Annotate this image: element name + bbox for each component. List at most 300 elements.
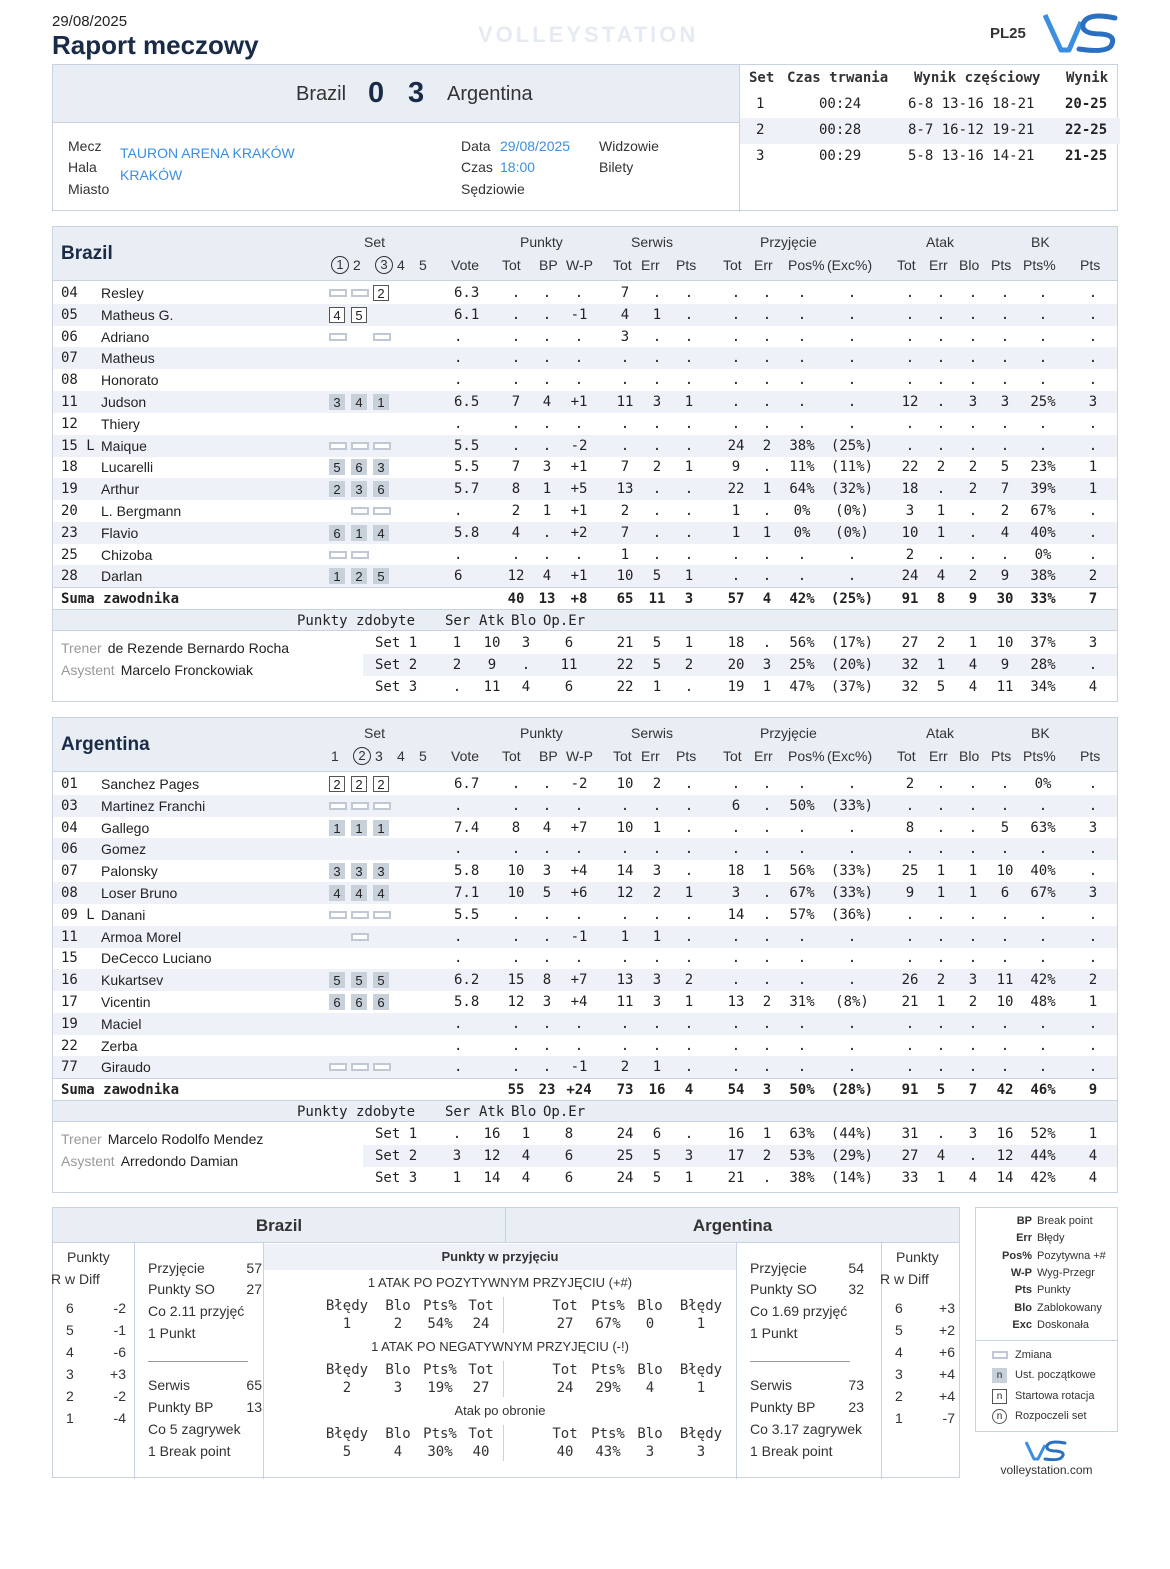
player-name: L. Bergmann — [101, 503, 182, 519]
set-result: 22-25 — [1065, 122, 1108, 138]
player-stat: . — [968, 437, 978, 454]
player-stat: 31% — [789, 994, 815, 1010]
header-blo: Blo — [959, 257, 980, 273]
set-stat: 10 — [483, 635, 501, 652]
report-title: Raport meczowy — [52, 30, 259, 60]
player-stat: . — [542, 328, 552, 345]
player-stat: . — [1038, 306, 1048, 323]
player-row — [53, 369, 1117, 391]
player-vote: 7.1 — [454, 885, 480, 901]
set-number-header: 5 — [419, 748, 427, 764]
player-stat: . — [797, 950, 807, 967]
set-number-header: 3 — [375, 256, 393, 274]
player-name: Martinez Franchi — [101, 797, 206, 814]
sum-stat: 30 — [996, 591, 1014, 608]
set-stat: 1 — [452, 635, 462, 652]
player-stat: 1 — [968, 863, 978, 880]
rw-round: 6 — [66, 1300, 74, 1316]
player-number: 22 — [61, 1037, 78, 1054]
header-err: Err — [641, 748, 660, 764]
player-number: 08 — [61, 885, 78, 901]
legend-start-icon: n — [992, 1368, 1007, 1383]
stat-label: Serwis — [148, 1377, 191, 1393]
player-stat: . — [797, 328, 807, 345]
player-name: Matheus — [101, 350, 155, 367]
sum-stat: 16 — [648, 1082, 666, 1099]
rw-header: R w Diff — [51, 1271, 100, 1287]
player-stat: . — [620, 841, 630, 858]
pz-blo: Blo — [511, 1104, 537, 1121]
player-stat: . — [936, 306, 946, 323]
right-value: 40 — [556, 1444, 574, 1460]
set-stat: 6 — [564, 1148, 574, 1165]
player-number: 15 — [61, 950, 78, 967]
player-stat: . — [1088, 372, 1098, 389]
player-stat: . — [684, 350, 694, 367]
set-stat: 6 — [564, 1170, 574, 1187]
player-name: Palonsky — [101, 863, 158, 880]
player-stat: 23% — [1030, 459, 1056, 476]
set-duration: 00:29 — [819, 148, 862, 164]
stat-value: 13 — [246, 1399, 262, 1415]
player-stat: . — [652, 841, 662, 858]
player-stat: 24 — [901, 568, 919, 585]
player-stat: . — [762, 928, 772, 945]
sum-label: Suma zawodnika — [61, 591, 180, 608]
player-stat: . — [797, 306, 807, 323]
rotation-position: 5 — [351, 307, 367, 323]
sets-header-duration: Czas trwania — [787, 70, 889, 86]
coach-name: de Rezende Bernardo Rocha — [107, 640, 290, 657]
player-stat: 8 — [905, 819, 915, 836]
sum-stat: 4 — [684, 1082, 694, 1099]
coach — [61, 1131, 263, 1147]
set-stat: 1 — [452, 1170, 462, 1187]
set-stat: 17 — [727, 1148, 745, 1165]
player-stat: . — [684, 437, 694, 454]
right-value: 24 — [556, 1380, 574, 1396]
set-stat: 4 — [521, 1148, 531, 1165]
header-bk: BK — [1031, 234, 1050, 250]
player-stat: . — [620, 437, 630, 454]
player-stat: 3 — [652, 994, 662, 1010]
header-pos: Pos% — [788, 257, 825, 273]
player-stat: . — [847, 568, 857, 585]
player-stat: . — [1038, 1059, 1048, 1076]
player-row — [53, 391, 1117, 413]
starting-position: 4 — [351, 885, 367, 901]
player-stat: . — [652, 437, 662, 454]
player-stat: . — [1038, 1037, 1048, 1054]
set-stat: (29%) — [830, 1148, 874, 1165]
player-stat: . — [542, 306, 552, 323]
player-stat: . — [731, 819, 741, 836]
player-stat: 10 — [996, 863, 1014, 880]
player-stat: . — [968, 1015, 978, 1032]
player-stat: 1 — [1088, 459, 1098, 476]
player-stat: . — [1000, 328, 1010, 345]
player-stat: . — [1038, 350, 1048, 367]
player-stat: . — [797, 776, 807, 792]
right-value: 0 — [645, 1316, 655, 1332]
stat-label: Punkty SO — [148, 1281, 215, 1297]
legend-value: Pozytywna +# — [1037, 1249, 1106, 1262]
rw-diff: +6 — [939, 1344, 955, 1360]
legend-key: Blo — [1014, 1301, 1032, 1314]
col-label: Tot — [552, 1362, 578, 1378]
col-label: Pts% — [423, 1298, 457, 1314]
col-label: Blo — [637, 1426, 663, 1442]
player-stat: . — [797, 568, 807, 585]
player-stat: . — [731, 1037, 741, 1054]
legend-key: Exc — [1012, 1318, 1032, 1331]
set-stat: 14 — [996, 1170, 1014, 1187]
player-stat: . — [574, 1037, 584, 1054]
header-pts: Pts — [991, 748, 1012, 764]
player-stat: 0% — [1034, 776, 1052, 792]
player-stat: 56% — [789, 863, 815, 880]
player-number: 19 — [61, 481, 78, 498]
player-number: 11 — [61, 928, 78, 945]
player-stat: 3 — [652, 972, 662, 989]
rotation-position: 2 — [373, 776, 389, 792]
player-stat: +1 — [570, 568, 588, 585]
player-stat: -2 — [570, 437, 588, 454]
set-partial: 6-8 13-16 18-21 — [908, 96, 1035, 112]
player-stat: 26 — [901, 972, 919, 989]
header-wp: W-P — [566, 748, 593, 764]
player-number: 01 — [61, 776, 78, 792]
player-stat: 1 — [684, 459, 694, 476]
player-name: Lucarelli — [101, 459, 154, 476]
starting-position: 6 — [351, 459, 367, 475]
rotation-position: 4 — [329, 307, 345, 323]
player-name: Flavio — [101, 524, 139, 541]
player-stat: . — [1088, 797, 1098, 814]
substitution-mark — [373, 802, 391, 810]
player-name: Arthur — [101, 481, 140, 498]
player-stat: 8 — [511, 481, 521, 498]
player-stat: 1 — [731, 524, 741, 541]
set-stat: 1 — [684, 635, 694, 652]
player-vote: 6.1 — [454, 306, 480, 323]
set-stat: 16 — [483, 1126, 501, 1143]
player-stat: 1 — [684, 568, 694, 585]
sum-stat: 42% — [789, 591, 815, 608]
player-stat: . — [542, 950, 552, 967]
player-stat: . — [1000, 306, 1010, 323]
starting-position: 4 — [351, 394, 367, 410]
substitution-mark — [351, 442, 369, 450]
legend-key: Pts — [1014, 1284, 1032, 1297]
player-stat: . — [905, 285, 915, 301]
header-pts: Pts — [1080, 748, 1101, 764]
mecz-label: Mecz — [68, 138, 102, 154]
rw-round: 2 — [895, 1388, 903, 1404]
player-vote: . — [454, 372, 463, 389]
player-row — [53, 522, 1117, 544]
set-number: 1 — [756, 96, 765, 112]
stat-note: Co 1.69 przyjęć — [750, 1303, 848, 1319]
sum-stat: 57 — [727, 591, 745, 608]
set-stat: 11 — [996, 679, 1014, 696]
substitution-mark — [373, 442, 391, 450]
stat-label: Punkty BP — [148, 1399, 214, 1415]
stat-note: Co 2.11 przyjęć — [148, 1303, 245, 1319]
player-stat: . — [542, 546, 552, 563]
rw-diff: -7 — [942, 1410, 955, 1426]
player-name: Chizoba — [101, 546, 153, 563]
set-stat: 1 — [684, 1170, 694, 1187]
rotation-position: 2 — [329, 776, 345, 792]
team1-name: Brazil — [296, 83, 347, 105]
player-stat: (32%) — [830, 481, 874, 498]
sum-stat: 73 — [616, 1082, 634, 1099]
header-tot: Tot — [897, 257, 916, 273]
set-stat: . — [936, 1126, 946, 1143]
player-stat: . — [762, 972, 772, 989]
header-tot: Tot — [723, 748, 742, 764]
player-stat: . — [511, 437, 521, 454]
player-stat: 5 — [1000, 819, 1010, 836]
player-stat: . — [620, 372, 630, 389]
assistant-name: Marcelo Fronckowiak — [120, 662, 253, 679]
set-stat: 32 — [901, 657, 919, 674]
col-label: Blo — [385, 1426, 411, 1442]
player-stat: . — [968, 415, 978, 432]
right-value: 1 — [696, 1380, 706, 1396]
col-label: Blo — [637, 1362, 663, 1378]
player-stat: 5 — [542, 885, 552, 901]
player-vote: 6.7 — [454, 776, 480, 792]
sum-stat: +8 — [570, 591, 588, 608]
player-name: Armoa Morel — [101, 928, 182, 945]
player-stat: +5 — [570, 481, 588, 498]
player-number: 16 — [61, 972, 78, 989]
sum-stat: 3 — [762, 1082, 772, 1099]
left-value: 30% — [427, 1444, 453, 1460]
header-vote: Vote — [451, 257, 480, 273]
player-stat: 2 — [968, 994, 978, 1010]
data-value: 29/08/2025 — [500, 138, 571, 154]
player-stat: . — [511, 372, 521, 389]
player-stat: 7 — [620, 459, 630, 476]
player-stat: (36%) — [830, 906, 874, 923]
player-stat: . — [652, 350, 662, 367]
sum-stat: 91 — [901, 591, 919, 608]
player-stat: . — [1088, 928, 1098, 945]
left-value: 19% — [427, 1380, 453, 1396]
set-stat: 25 — [616, 1148, 634, 1165]
player-stat: . — [731, 328, 741, 345]
player-vote: 6.5 — [454, 394, 480, 410]
set-stat: 9 — [1000, 657, 1010, 674]
legend-value: Wyg-Przegr — [1037, 1266, 1095, 1279]
player-stat: 4 — [542, 394, 552, 410]
player-stat: . — [1088, 503, 1098, 519]
player-row — [53, 947, 1117, 969]
player-stat: +6 — [570, 885, 588, 901]
player-stat: . — [936, 841, 946, 858]
player-stat: . — [968, 350, 978, 367]
stat-note: 1 Punkt — [148, 1325, 196, 1341]
player-stat: 10 — [507, 885, 525, 901]
player-stat: 3 — [905, 503, 915, 519]
starting-position: 5 — [373, 568, 389, 584]
player-stat: 42% — [1030, 972, 1056, 989]
sum-stat: 50% — [789, 1082, 815, 1099]
player-stat: . — [968, 1059, 978, 1076]
set-summary-row — [740, 92, 1120, 118]
set-stat: 1 — [521, 1126, 531, 1143]
player-stat: . — [847, 350, 857, 367]
left-value: 5 — [342, 1444, 352, 1460]
stat-note: 1 Punkt — [750, 1325, 798, 1341]
set-breakdown-row — [363, 654, 1117, 676]
player-stat: 9 — [1000, 568, 1010, 585]
player-number: 07 — [61, 350, 78, 367]
player-stat: . — [1038, 415, 1048, 432]
player-stat: . — [684, 950, 694, 967]
player-stat: . — [905, 415, 915, 432]
substitution-mark — [373, 333, 391, 341]
player-row — [53, 904, 1117, 926]
player-stat: . — [1088, 437, 1098, 454]
player-stat: 2 — [905, 546, 915, 563]
substitution-mark — [351, 289, 369, 297]
set-stat: 2 — [684, 657, 694, 674]
player-stat: . — [620, 906, 630, 923]
rotation-position: 2 — [351, 776, 367, 792]
player-name: Honorato — [101, 372, 159, 389]
player-row — [53, 413, 1117, 435]
header-bp: BP — [539, 748, 558, 764]
set-stat: 42% — [1030, 1170, 1056, 1187]
stat-value: 27 — [246, 1281, 262, 1297]
player-stat: . — [731, 546, 741, 563]
col-label: Tot — [552, 1298, 578, 1314]
player-vote: 6 — [454, 568, 463, 585]
player-stat: 50% — [789, 797, 815, 814]
player-stat: 12 — [616, 885, 634, 901]
player-stat: 1 — [936, 885, 946, 901]
set-label: Set 3 — [375, 679, 418, 696]
set-number-header: 1 — [331, 748, 339, 764]
player-name: Thiery — [101, 415, 140, 432]
player-stat: . — [574, 906, 584, 923]
player-stat: 1 — [684, 994, 694, 1010]
set-number-header: 4 — [397, 748, 405, 764]
set-stat: . — [521, 657, 531, 674]
sum-stat: (25%) — [830, 591, 874, 608]
player-stat: 2 — [1088, 568, 1098, 585]
player-stat: . — [684, 841, 694, 858]
sum-stat: 7 — [1088, 591, 1098, 608]
player-row — [53, 860, 1117, 882]
player-vote: 5.5 — [454, 437, 480, 454]
set-stat: 32 — [901, 679, 919, 696]
player-name: Gallego — [101, 819, 150, 836]
player-name: Zerba — [101, 1037, 138, 1054]
player-stat: (0%) — [835, 503, 869, 519]
set-summary-row — [740, 144, 1120, 170]
sum-stat: 3 — [684, 591, 694, 608]
player-vote: 6.3 — [454, 285, 480, 301]
header-tot: Tot — [613, 748, 632, 764]
col-label: Pts% — [423, 1426, 457, 1442]
player-stat: . — [684, 906, 694, 923]
player-stat: . — [542, 437, 552, 454]
starting-position: 3 — [329, 863, 345, 879]
player-stat: . — [511, 928, 521, 945]
player-stat: 6 — [731, 797, 741, 814]
player-vote: 5.5 — [454, 906, 480, 923]
player-stat: 3 — [968, 972, 978, 989]
player-stat: . — [797, 1059, 807, 1076]
player-number: 07 — [61, 863, 78, 880]
set-stat: (37%) — [830, 679, 874, 696]
player-vote: . — [454, 950, 463, 967]
player-stat: . — [905, 928, 915, 945]
set-stat: 25% — [789, 657, 815, 674]
player-stat: . — [684, 776, 694, 792]
player-stat: 21 — [901, 994, 919, 1010]
player-stat: 12 — [507, 994, 525, 1010]
player-stat: (33%) — [830, 797, 874, 814]
player-name: Giraudo — [101, 1059, 151, 1076]
player-row — [53, 326, 1117, 348]
player-stat: 12 — [507, 568, 525, 585]
player-stat: 1 — [652, 1059, 662, 1076]
sum-stat: 54 — [727, 1082, 745, 1099]
pz-oper: Op.Er — [543, 613, 586, 630]
player-stat: . — [762, 819, 772, 836]
player-stat: . — [511, 1059, 521, 1076]
legend-key: Pos% — [1002, 1249, 1032, 1262]
set-breakdown-row — [363, 1123, 1117, 1145]
pz-oper: Op.Er — [543, 1104, 586, 1121]
set-label: Set 1 — [375, 635, 418, 652]
col-label: Tot — [468, 1362, 494, 1378]
player-stat: 2 — [511, 503, 521, 519]
left-value: 27 — [472, 1380, 490, 1396]
player-stat: . — [652, 906, 662, 923]
set-stat: 5 — [652, 635, 662, 652]
left-value: 2 — [342, 1380, 352, 1396]
set-number-header: 3 — [375, 748, 383, 764]
header-przyjecie: Przyjęcie — [760, 234, 817, 250]
set-stat: 22 — [616, 657, 634, 674]
player-row — [53, 456, 1117, 478]
player-stat: . — [936, 1059, 946, 1076]
starting-position: 5 — [329, 972, 345, 988]
player-stat: . — [511, 306, 521, 323]
set-number-header: 5 — [419, 257, 427, 273]
set-stat: 6 — [564, 679, 574, 696]
player-stat: 3 — [542, 863, 552, 880]
col-label: Błędy — [325, 1298, 369, 1314]
player-stat: . — [936, 1015, 946, 1032]
player-stat: . — [797, 972, 807, 989]
set-stat: 18 — [727, 635, 745, 652]
sum-row — [53, 1078, 1117, 1100]
rw-diff: +3 — [110, 1366, 126, 1382]
set-number-header: 2 — [353, 257, 361, 273]
player-stat: (0%) — [835, 524, 869, 541]
player-stat: 4 — [542, 819, 552, 836]
left-value: 40 — [472, 1444, 490, 1460]
player-stat: . — [652, 797, 662, 814]
